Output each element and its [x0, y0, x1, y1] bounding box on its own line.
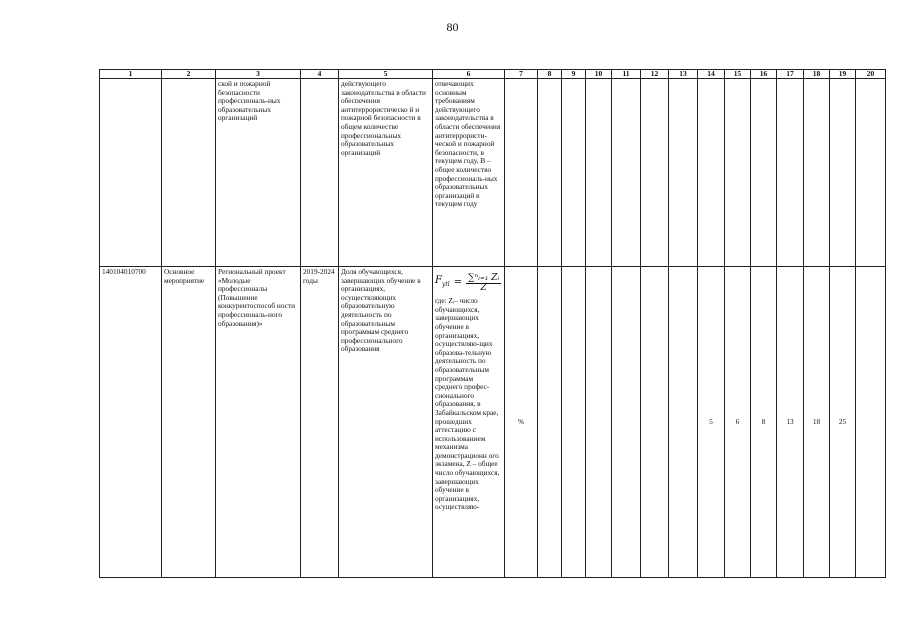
formula-denominator: Z — [480, 282, 487, 293]
table-row — [100, 267, 886, 578]
cell-value: 8 — [751, 267, 777, 578]
formula-lhs: $F_{ytl}$ — [435, 274, 450, 288]
indicator-table — [99, 69, 886, 578]
cell-value — [562, 267, 586, 578]
cell-value: 13 — [777, 267, 804, 578]
cell-value — [669, 267, 698, 578]
cell-name: Региональный проект «Молодые профессионалы (Повышение конкурентоспособ ности профессиональ-ного образования)» — [216, 267, 301, 578]
cell-value: 25 — [830, 267, 856, 578]
cell-value — [641, 79, 669, 267]
cell-value: 6 — [725, 267, 751, 578]
cell-value — [698, 79, 725, 267]
header-cell: 18 — [804, 70, 830, 79]
cell-value — [830, 79, 856, 267]
cell-period: 2019-2024 годы — [301, 267, 339, 578]
header-cell: 12 — [641, 70, 669, 79]
cell-method: отвечающих основным требованиям действующего законодательства в области обеспечения антитеррористи-ческой и пожарной безопасности, в текущем году, В – общее количество профессиональ-ных образовательных организаций в текущем году — [433, 79, 505, 267]
cell-unit: % — [505, 267, 538, 578]
cell-type: Основное мероприятие — [162, 267, 216, 578]
cell-value: 5 — [698, 267, 725, 578]
header-cell: 15 — [725, 70, 751, 79]
cell-indicator: действующего законодательства в области обеспечения антитеррористическо й и пожарной безопасности в общем количестве профессиональных образовательных организаций — [339, 79, 433, 267]
cell-indicator: Доля обучающихся, завершающих обучение в организациях, осуществляющих образовательную деятельность по образовательным программам среднего профессионального образования — [339, 267, 433, 578]
header-cell: 13 — [669, 70, 698, 79]
formula-numerator: ∑ⁿᵢ₌₁ Zᵢ — [468, 273, 500, 283]
header-cell: 7 — [505, 70, 538, 79]
cell-value — [586, 79, 612, 267]
cell-value — [725, 79, 751, 267]
cell-value — [586, 267, 612, 578]
header-cell: 20 — [856, 70, 886, 79]
header-cell: 19 — [830, 70, 856, 79]
cell-value — [538, 267, 562, 578]
cell-value — [538, 79, 562, 267]
cell-unit — [505, 79, 538, 267]
cell-value — [669, 79, 698, 267]
table-row — [100, 79, 886, 267]
header-cell: 14 — [698, 70, 725, 79]
cell-value — [777, 79, 804, 267]
cell-value — [612, 267, 641, 578]
equals-sign: = — [453, 276, 463, 288]
header-row — [100, 70, 886, 79]
header-cell: 4 — [301, 70, 339, 79]
cell-type — [162, 79, 216, 267]
header-cell: 5 — [339, 70, 433, 79]
cell-value — [751, 79, 777, 267]
header-cell: 8 — [538, 70, 562, 79]
page-number: 80 — [446, 20, 459, 34]
cell-value — [804, 79, 830, 267]
method-description: где: Zᵢ– число обучающихся, завершающих обучение в организациях, осуществляю-щих образова-тельную деятельность по образовательным программам среднего профес-сионального образования, в Забайкальском крае, прошедших аттестацию с использованием механизма демонстрационн ого экзамена, Z – общее число обучающихся, завершающих обучение в организациях, осуществляю- — [435, 296, 500, 512]
cell-value — [612, 79, 641, 267]
header-cell: 3 — [216, 70, 301, 79]
cell-method — [433, 267, 505, 578]
cell-value — [641, 267, 669, 578]
header-cell: 9 — [562, 70, 586, 79]
formula — [435, 274, 502, 292]
cell-code — [100, 79, 162, 267]
cell-value — [856, 267, 886, 578]
cell-period — [301, 79, 339, 267]
cell-value: 18 — [804, 267, 830, 578]
header-cell: 2 — [162, 70, 216, 79]
formula-fraction — [466, 274, 501, 292]
header-cell: 16 — [751, 70, 777, 79]
header-cell: 1 — [100, 70, 162, 79]
header-cell: 17 — [777, 70, 804, 79]
header-cell: 10 — [586, 70, 612, 79]
cell-value — [562, 79, 586, 267]
header-cell: 6 — [433, 70, 505, 79]
cell-code: 140104010700 — [100, 267, 162, 578]
header-cell: 11 — [612, 70, 641, 79]
cell-value — [856, 79, 886, 267]
cell-name: ской и пожарной безопасности профессиональ-ных образовательных организаций — [216, 79, 301, 267]
